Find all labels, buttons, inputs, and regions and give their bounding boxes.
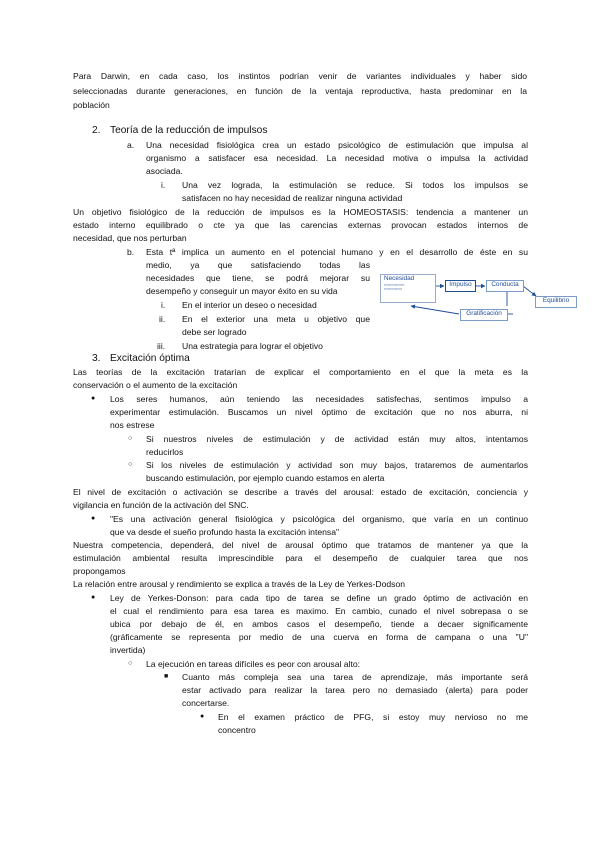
section-3-title: Excitación óptima [110,353,190,364]
homeo-line-2: estado interno equilibrado o cte ya que las carencias externas provocan estados internos de [73,220,528,230]
list-marker-b-i: i. [161,300,166,310]
bullet-disc: ● [91,395,96,402]
exam-line-2: concentro [218,725,256,735]
list-marker-b-iii: iii. [157,341,166,351]
sub2-line-1: Si los niveles de estimulación y actividad son muy bajos, trataremos de aumentarlos [146,460,528,470]
bullet-disc: ● [200,713,205,720]
complex-line-2: estar activado para realizar la tarea pero no demasiado (alerta) para poder [182,685,528,695]
diagram-label-necesidad: Necesidad [384,275,415,282]
diagram-box-impulso: Impulso [445,280,476,292]
b-item-2-line-1: En el exterior una meta u objetivo que [182,314,370,324]
bullet-circle: ○ [128,435,133,442]
yd-line-5: invertida) [110,645,146,655]
diagram-small-text-2: ▪▪▪▪▪▪▪▪▪▪▪▪▪▪▪ [384,287,403,291]
section-2-number: 2. [92,125,101,136]
list-marker-b: b. [127,247,135,257]
diagram-small-text: ▪▪▪▪▪▪▪▪▪▪▪▪▪▪▪▪▪ [384,283,405,287]
homeo-line-3: necesidad, que nos perturban [73,233,187,243]
arousal-line-1: El nivel de excitación o activación se describe a través del arousal: estado de excitación, conciencia y [73,487,528,497]
bullet-disc: ● [91,515,96,522]
diagram-box-gratificacion: Gratificación [460,309,508,321]
homeo-line-1: Un objetivo fisiológico de la reducción de impulsos es la HOMEOSTASIS: tendencia a mantener un [73,207,528,217]
b-line-4: desempeño y conseguir un mayor éxito en su vida [146,286,338,296]
section-2-title: Teoría de la reducción de impulsos [110,125,268,136]
b-item-2-line-2: debe ser logrado [182,327,247,337]
a-line-2: organismo a satisfacer esa necesidad. La necesidad motiva o impulsa la actividad [146,153,528,163]
intro-line-2: seleccionadas durante generaciones, en función de la ventaja reproductiva, hasta predominar en la [73,86,527,96]
b-line-1: Esta tª implica un aumento en el potencial humano y en el desarrollo de éste en su [146,247,528,257]
b-item-1: En el interior un deseo o necesidad [182,300,317,310]
yd-line-2: el cual el rendimiento para esa tarea es maximo. En cambio, cunado el nivel sobrepasa o se [110,606,528,616]
ai-line-2: satisfacen no hay necesidad de realizar ninguna actividad [182,193,403,203]
comp-line-3: propongamos [73,566,126,576]
comp-line-1: Nuestra competencia, dependerá, del nivel de arousal óptimo que tratamos de mantener ya que la [73,540,528,550]
intro-line-3: población [73,100,110,110]
bullet-disc: ● [91,594,96,601]
sub2-line-2: buscando estimulación, por ejemplo cuando estamos en alerta [146,473,385,483]
relation-line: La relación entre arousal y rendimiento se explica a través de la Ley de Yerkes-Dodson [73,579,406,589]
bullet1-line-1: Los seres humanos, aún teniendo las necesidades satisfechas, sentimos impulso a [110,394,528,404]
bullet-square: ■ [164,673,169,680]
a-line-1: Una necesidad fisiológica crea un estado psicológico de estimulación que impulsa al [146,140,528,150]
yd-line-1: Ley de Yerkes-Donson: para cada tipo de tarea se define un grado óptimo de activación en [110,593,528,603]
b-line-3: necesidades que tiene, se podrá mejorar su [146,273,370,283]
diagram-box-equilibrio: Equilibrio [535,296,577,308]
bullet1-line-3: nos estrese [110,420,155,430]
yd-line-4: (gráficamente se representa por medio de una cuerva en forma de campana o una "U" [110,632,528,642]
complex-line-1: Cuanto más compleja sea una tarea de aprendizaje, más importante será [182,672,528,682]
list-marker-a: a. [127,140,135,150]
s3-intro-line-2: conservación o el aumento de la excitación [73,380,238,390]
bullet-circle: ○ [128,660,133,667]
complex-line-3: concertarse. [182,698,230,708]
motivation-diagram [378,268,578,354]
ai-line-1: Una vez lograda, la estimulación se reduce. Si todos los impulsos se [182,180,528,190]
b-line-2: medio, ya que satisfaciendo todas las [146,260,370,270]
s3-intro-line-1: Las teorías de la excitación tratarían de explicar el comportamiento en el que la meta es la [73,367,528,377]
exam-line-1: En el examen práctico de PFG, si estoy muy nervioso no me [218,712,528,722]
comp-line-2: estimulación ambiental resulta imprescindible para el desempeño de cualquier tarea que nos [73,553,528,563]
sub1-line-1: Si nuestros niveles de estimulación y de actividad están muy altos, intentamos [146,434,528,444]
quote-line-2: que va desde el sueño profundo hasta la excitación intensa" [110,527,340,537]
list-marker-b-ii: ii. [159,314,166,324]
section-3-number: 3. [92,353,101,364]
bullet1-line-2: experimentar estimulación. Buscamos un nivel óptimo de excitación que no nos aburra, ni [110,407,528,417]
diagram-box-necesidad [380,274,436,303]
quote-line-1: "Es una activación general fisiológica y psicológica del organismo, que varía en un continuo [110,514,528,524]
yd-line-3: ubica por debajo de él, en ambos casos el desempeño, tiende a decaer significamente [110,619,528,629]
diagram-box-conducta: Conducta [486,280,524,292]
intro-line-1: Para Darwin, en cada caso, los instintos podrían venir de variantes individuales y haber sido [73,71,527,81]
b-item-3: Una estrategia para lograr el objetivo [182,341,323,351]
hard-line: La ejecución en tareas difíciles es peor con arousal alto: [146,659,361,669]
bullet-circle: ○ [128,461,133,468]
sub1-line-2: reducirlos [146,447,184,457]
list-marker-a-i: i. [161,180,166,190]
arousal-line-2: vigilancia en función de la activación del SNC. [73,500,249,510]
a-line-3: asociada. [146,166,183,176]
